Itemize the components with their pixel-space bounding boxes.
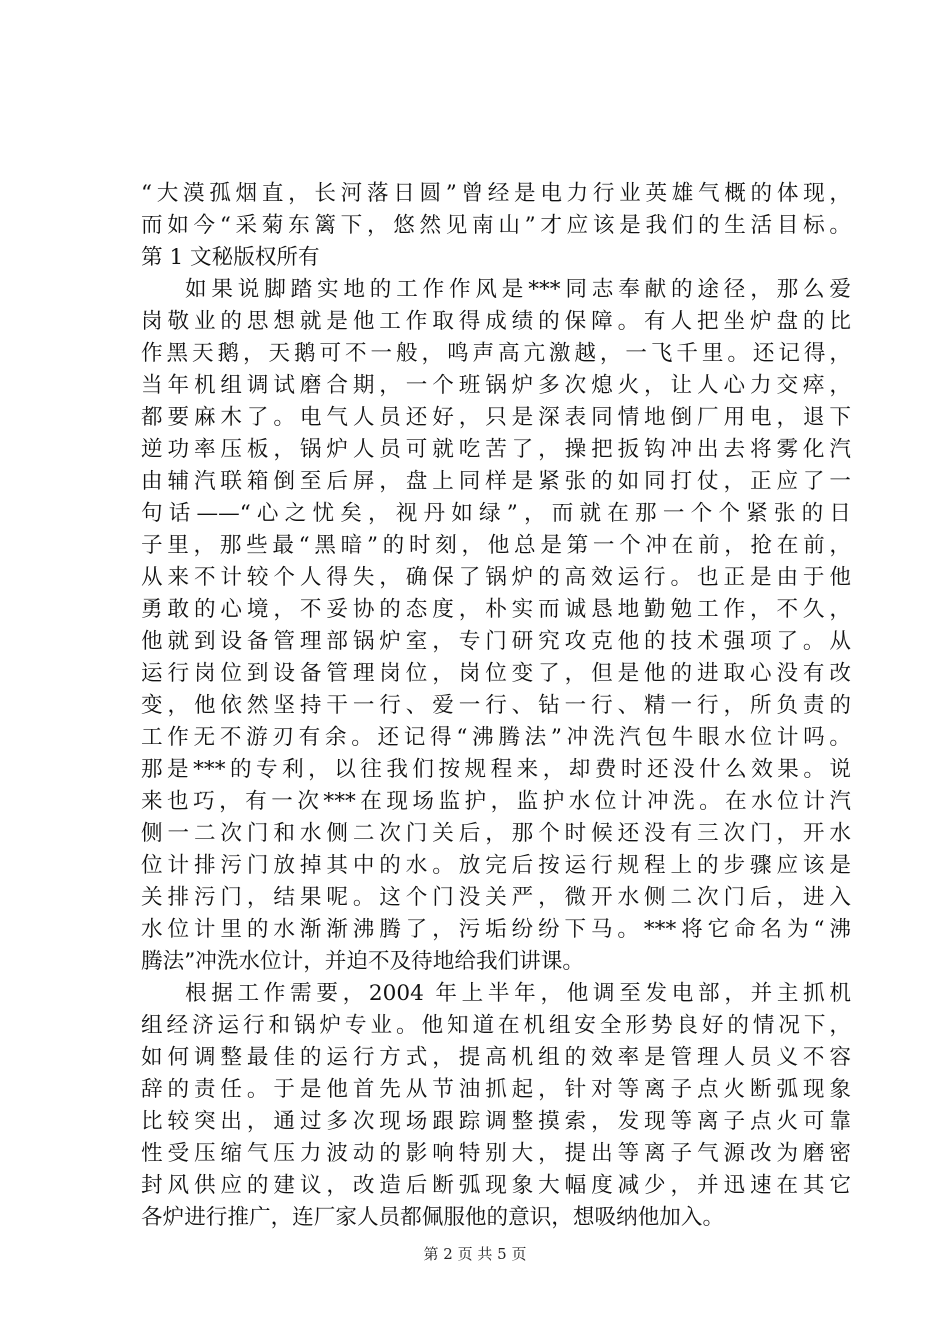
text-line: 位计排污门放掉其中的水。放完后按运行规程上的步骤应该是 xyxy=(141,853,851,878)
text-line: 封风供应的建议，改造后断弧现象大幅度减少，并迅速在其它 xyxy=(141,1173,851,1198)
text-line: 比较突出，通过多次现场跟踪调整摸索，发现等离子点火可靠 xyxy=(141,1109,851,1134)
text-line: “大漠孤烟直，长河落日圆”曾经是电力行业英雄气概的体现， xyxy=(141,181,851,206)
text-line: 变，他依然坚持干一行、爱一行、钻一行、精一行，所负责的 xyxy=(141,693,851,718)
text-line: 子里，那些最“黑暗”的时刻，他总是第一个冲在前，抢在前， xyxy=(141,533,851,558)
text-line: 工作无不游刃有余。还记得“沸腾法”冲洗汽包牛眼水位计吗。 xyxy=(141,725,851,750)
text-line: 运行岗位到设备管理岗位，岗位变了，但是他的进取心没有改 xyxy=(141,661,851,686)
text-line: 辞的责任。于是他首先从节油抓起，针对等离子点火断弧现象 xyxy=(141,1077,851,1102)
text-line: 句话——“心之忧矣，视丹如绿”，而就在那一个个紧张的日 xyxy=(141,501,851,526)
text-line: 他就到设备管理部锅炉室，专门研究攻克他的技术强项了。从 xyxy=(141,629,851,654)
text-line: 都要麻木了。电气人员还好，只是深表同情地倒厂用电，退下 xyxy=(141,405,851,430)
text-line: 各炉进行推广，连厂家人员都佩服他的意识，想吸纳他加入。 xyxy=(141,1205,725,1230)
paragraph xyxy=(141,178,851,274)
text-line: 而如今“采菊东篱下，悠然见南山”才应该是我们的生活目标。 xyxy=(141,213,851,238)
text-line: 第 1 文秘版权所有 xyxy=(141,245,320,270)
text-line: 性受压缩气压力波动的影响特别大，提出等离子气源改为磨密 xyxy=(141,1141,851,1166)
paragraph xyxy=(141,978,851,1234)
text-line: 关排污门，结果呢。这个门没关严，微开水侧二次门后，进入 xyxy=(141,885,851,910)
text-line: 如果说脚踏实地的工作作风是***同志奉献的途径，那么爱 xyxy=(185,277,851,302)
text-line: 作黑天鹅，天鹅可不一般，鸣声高亢激越，一飞千里。还记得， xyxy=(141,341,851,366)
text-line: 如何调整最佳的运行方式，提高机组的效率是管理人员义不容 xyxy=(141,1045,851,1070)
text-line: 来也巧，有一次***在现场监护，监护水位计冲洗。在水位计汽 xyxy=(141,789,851,814)
text-line: 侧一二次门和水侧二次门关后，那个时候还没有三次门，开水 xyxy=(141,821,851,846)
text-line: 水位计里的水渐渐沸腾了，污垢纷纷下马。***将它命名为“沸 xyxy=(141,917,851,942)
text-line: 岗敬业的思想就是他工作取得成绩的保障。有人把坐炉盘的比 xyxy=(141,309,851,334)
text-line: 从来不计较个人得失，确保了锅炉的高效运行。也正是由于他 xyxy=(141,565,851,590)
text-line: 由辅汽联箱倒至后屏，盘上同样是紧张的如同打仗，正应了一 xyxy=(141,469,851,494)
text-line: 逆功率压板，锅炉人员可就吃苦了，操把扳钩冲出去将雾化汽 xyxy=(141,437,851,462)
text-line: 勇敢的心境，不妥协的态度，朴实而诚恳地勤勉工作，不久， xyxy=(141,597,851,622)
paragraph xyxy=(141,274,851,978)
text-line: 那是***的专利，以往我们按规程来，却费时还没什么效果。说 xyxy=(141,757,851,782)
text-line: 当年机组调试磨合期，一个班锅炉多次熄火，让人心力交瘁， xyxy=(141,373,851,398)
text-line: 根据工作需要，2004 年上半年，他调至发电部，并主抓机 xyxy=(185,981,851,1006)
document-body xyxy=(141,178,851,1234)
text-line: 组经济运行和锅炉专业。他知道在机组安全形势良好的情况下， xyxy=(141,1013,851,1038)
page-number-footer: 第 2 页 共 5 页 xyxy=(423,1245,527,1263)
text-line: 腾法”冲洗水位计，并迫不及待地给我们讲课。 xyxy=(141,949,584,974)
